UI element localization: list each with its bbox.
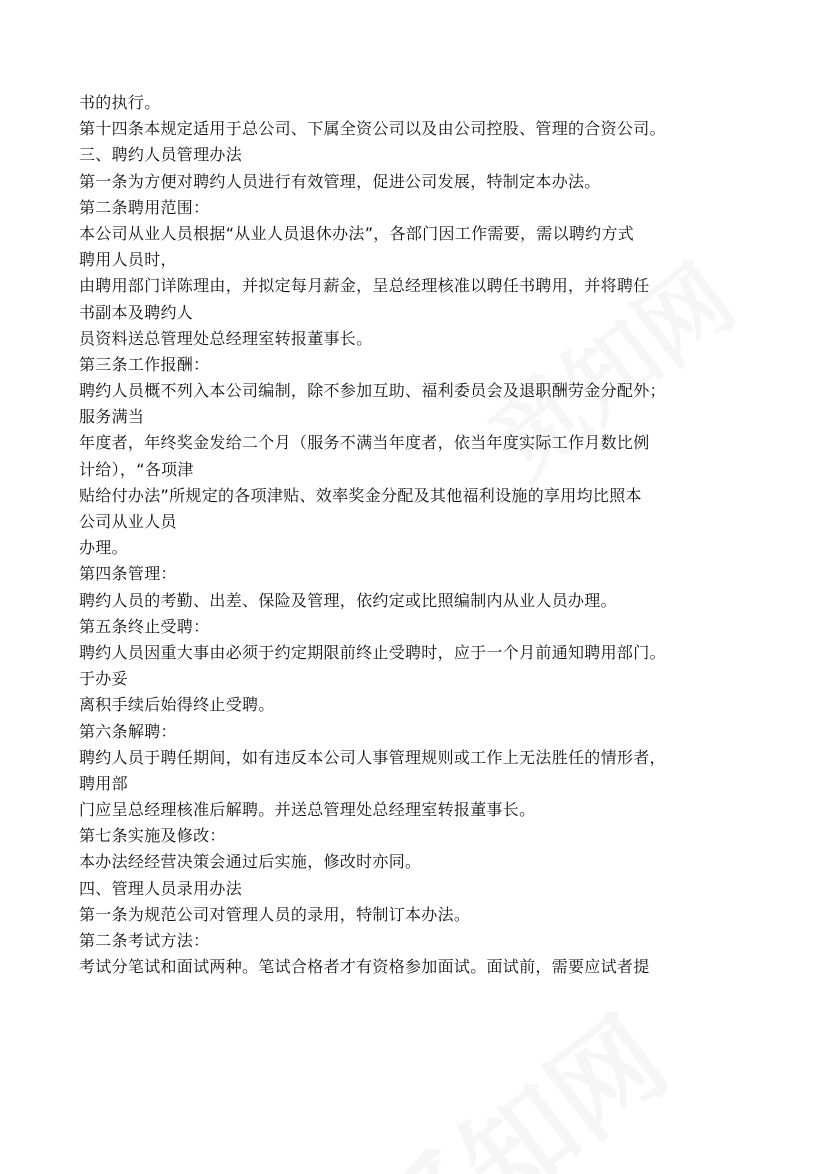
text-line: 本公司从业人员根据“从业人员退休办法”，各部门因工作需要，需以聘约方式 [79,223,635,243]
text-line: 本办法经经营决策会通过后实施，修改时亦同。 [79,852,422,872]
text-line: 第一条为方便对聘约人员进行有效管理，促进公司发展，特制定本办法。 [79,171,601,191]
text-line: 聘约人员概不列入本公司编制，除不参加互助、福利委员会及退职酬劳金分配外； [79,381,666,401]
text-line: 由聘用部门详陈理由，并拟定每月薪金，呈总经理核准以聘任书聘用，并将聘任 [79,276,650,296]
text-line: 第十四条本规定适用于总公司、下属全资公司以及由公司控股、管理的合资公司。 [79,119,666,139]
text-line: 聘约人员因重大事由必须于约定期限前终止受聘时，应于一个月前通知聘用部门。 [79,642,666,662]
text-line: 贴给付办法”所规定的各项津贴、效率奖金分配及其他福利设施的享用均比照本 [79,485,642,505]
text-line: 聘用部 [79,773,128,793]
text-line: 公司从业人员 [79,512,177,531]
text-line: 聘约人员的考勤、出差、保险及管理，依约定或比照编制内从业人员办理。 [79,590,617,610]
text-line: 书副本及聘约人 [79,302,194,322]
text-line: 服务满当 [79,407,145,427]
article-heading: 第二条聘用范围： [79,197,210,217]
article-heading: 第三条工作报酬： [79,354,210,374]
article-heading: 第五条终止受聘： [79,616,210,636]
section-heading: 三、聘约人员管理办法 [79,145,243,165]
text-line: 员资料送总管理处总经理室转报董事长。 [79,328,373,348]
text-line: 于办妥 [79,669,128,689]
text-line: 聘用人员时， [79,250,177,270]
text-line: 第一条为规范公司对管理人员的录用，特制订本办法。 [79,904,471,924]
text-line: 书的执行。 [79,93,161,112]
document-body [79,90,759,980]
text-line: 考试分笔试和面试两种。笔试合格者才有资格参加面试。面试前，需要应试者提 [79,957,650,977]
text-line: 聘约人员于聘任期间，如有违反本公司人事管理规则或工作上无法胜任的情形者， [79,747,666,767]
article-heading: 第七条实施及修改： [79,826,226,846]
watermark [336,975,693,1174]
section-heading: 四、管理人员录用办法 [79,878,243,898]
text-line: 年度者，年终奖金发给二个月（服务不满当年度者，依当年度实际工作月数比例 [79,433,650,453]
text-line: 计给），“各项津 [79,459,194,479]
text-line: 门应呈总经理核准后解聘。并送总管理处总经理室转报董事长。 [79,800,536,820]
article-heading: 第二条考试方法： [79,931,210,950]
article-heading: 第四条管理： [79,564,177,584]
text-line: 离积手续后始得终止受聘。 [79,695,275,715]
text-line: 办理。 [79,538,128,558]
article-heading: 第六条解聘： [79,721,177,741]
